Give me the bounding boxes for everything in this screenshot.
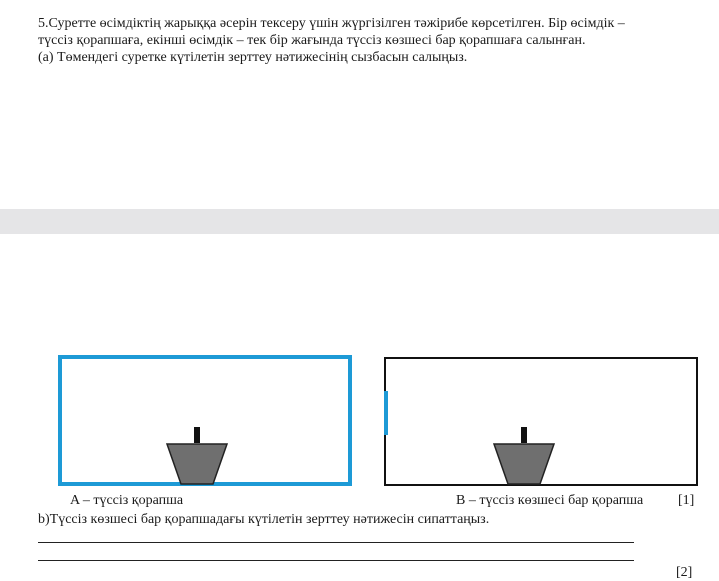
plant-pot-a-icon: [161, 425, 233, 487]
label-box-b: B – түссіз көзшесі бар қорапша: [456, 493, 644, 508]
part-b-question: b)Түссіз көзшесі бар қорапшадағы күтілетін зерттеу нәтижесін сипаттаңыз.: [38, 512, 490, 527]
question-line-3: (a) Төмендегі суретке күтілетін зерттеу нәтижесінің сызбасын салыңыз.: [38, 50, 468, 65]
answer-line-1[interactable]: [38, 542, 634, 543]
answer-line-2[interactable]: [38, 560, 634, 561]
mark-part-a: [1]: [678, 493, 695, 508]
question-line-1: 5.Суретте өсімдіктің жарыққа әсерін тексеру үшін жүргізілген тәжірибе көрсетілген. Бір өсімдік –: [38, 16, 625, 31]
label-box-a: A – түссіз қорапша: [70, 493, 184, 508]
plant-pot-b-icon: [488, 425, 560, 487]
mark-part-b: [2]: [676, 565, 693, 580]
box-b-window: [384, 391, 388, 435]
question-line-2: түссіз қорапшаға, екінші өсімдік – тек бір жағында түссіз көзшесі бар қорапшаға салынған.: [38, 33, 586, 48]
drawing-area-divider: [0, 209, 719, 234]
question-text: [38, 15, 708, 66]
